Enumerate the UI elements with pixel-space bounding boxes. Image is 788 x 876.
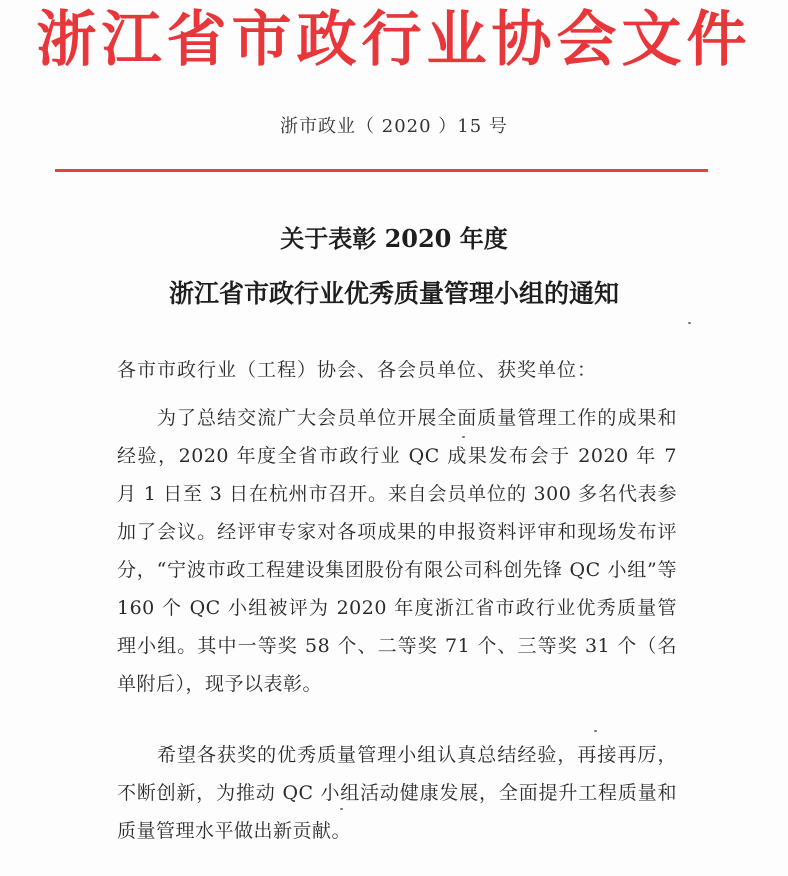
salutation: 各市市政行业（工程）协会、各会员单位、获奖单位： [117,359,598,381]
body-paragraph: 为了总结交流广大会员单位开展全面质量管理工作的成果和经验，2020 年度全省市政行业 QC 成果发布会于 2020 年 7 月 1 日至 3 日在杭州市召开。来自会员单位的 300 多名代表参加了会议。经评审专家对各项成果的申报资料评审和现场发布评分，“宁波市政工程建设集团股份有限公司科创先锋 QC 小组”等 160 个 QC 小组被评为 2020 年度浙江省市政行业优秀质量管理小组。其中一等奖 58 个、二等奖 71 个、三等奖 31 个（名单附后），现予以表彰。 [117,407,677,695]
org-file-header: 浙江省市政行业协会文件 [36,5,752,75]
scan-speck [594,730,597,732]
scan-speck [688,322,691,324]
scan-speck [340,808,343,810]
body-paragraph: 希望各获奖的优秀质量管理小组认真总结经验，再接再厉，不断创新，为推动 QC 小组活动健康发展，全面提升工程质量和质量管理水平做出新贡献。 [117,744,677,842]
notice-title-line-1: 关于表彰 2020 年度 [280,224,508,253]
scan-speck [462,436,465,438]
document-number: 浙市政业（ 2020 ）15 号 [280,116,508,137]
red-divider-line [55,169,708,172]
notice-title-line-2: 浙江省市政行业优秀质量管理小组的通知 [168,279,619,308]
